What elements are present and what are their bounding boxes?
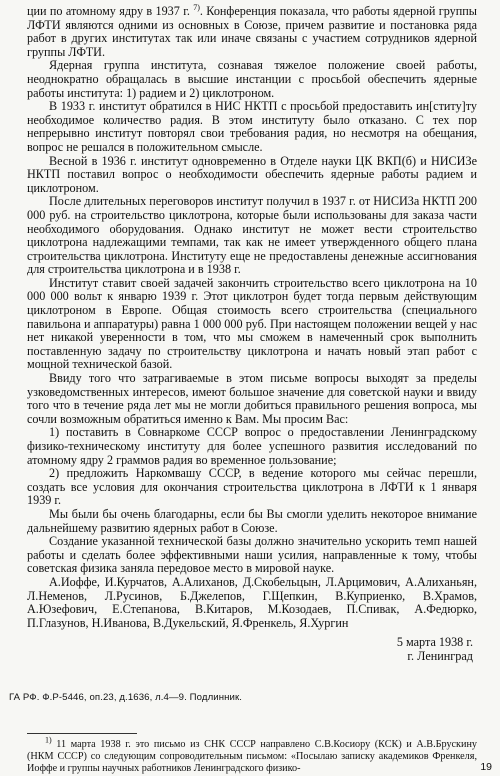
- paragraph-11: Создание указанной технической базы должно значительно ускорить темп нашей работы и сделать более эффективными наши усилия, направленные к тому, чтобы советская физика заняла передовое место в мировой науке.: [27, 534, 477, 576]
- archive-reference: ГА РФ. Ф.Р-5446, оп.23, д.1636, л.4—9. Подлинник.: [9, 692, 243, 703]
- paragraph-10: Мы были бы очень благодарны, если бы Вы смогли уделить некоторое внимание дальнейшему развитию ядерных работ в Союзе.: [27, 506, 477, 535]
- page-number: 19: [480, 761, 492, 773]
- date-block: [27, 636, 477, 663]
- footnote-ref-7: 7): [193, 2, 200, 12]
- letter-place: г. Ленинград: [407, 648, 473, 663]
- paragraph-2: Ядерная группа института, сознавая тяжелое положение своей работы, неоднократно обращалась в высшие инстанции с просьбой обеспечить ядерные работы института: 1) радием и 2) циклотроном.: [27, 58, 477, 100]
- request-item-2: 2) предложить Наркомвашу СССР, в ве́дение которого мы сейчас перешли, создать все условия для окончания строительства циклотрона в ЛФТИ к 1 января 1939 г.: [27, 466, 477, 508]
- paragraph-5: После длительных переговоров институт получил в 1937 г. от НИСИЗа НКТП 200 000 руб. на строительство циклотрона, которые были использованы для заказа части необходимого оборудования. Однако институт не может вести строительство циклотрона надлежащими темпами, так как не имеет утвержденного общего плана строительства циклотрона. Институту еще не предоставлены денежные ассигнования для строительства циклотрона и в 1938 г.: [27, 194, 477, 277]
- footnote-text: 11 марта 1938 г. это письмо из СНК СССР направлено С.В.Косиору (КСК) и А.В.Брускину (НКМ СССР) со следующим сопроводительным письмом: «Посылаю записку академиков Френкеля, Иоффе и группы научных работников Ленинградского физико-: [27, 739, 478, 774]
- footnote-divider: [27, 733, 137, 734]
- paragraph-1-text: ции по атомному ядру в 1937 г.: [27, 4, 190, 18]
- paragraph-7: Ввиду того что затрагиваемые в этом письме вопросы выходят за пределы узковедомственных интересов, имеют большое значение для советской науки и ввиду того что в течение ряда лет мы не могли добиться правильного решения вопроса, мы сочли возможным обратиться именно к Вам. Мы просим Вас:: [27, 371, 477, 426]
- footnote-marker: 1): [45, 735, 52, 745]
- paragraph-3: В 1933 г. институт обратился в НИС НКТП с просьбой предоставить ин[ститу]ту необходимое количество радия. В этом институту было отказано. С тех пор непрерывно институт повторял свои требования радия, но несмотря на обещания, вопрос не решался в положительном смысле.: [27, 99, 477, 154]
- paragraph-1: [27, 2, 477, 59]
- footnote: [27, 735, 478, 775]
- footnote-paragraph: [27, 735, 478, 775]
- paragraph-6: Институт ставит своей задачей закончить строительство всего циклотрона на 10 000 000 вольт к январю 1939 г. Этот циклотрон будет тогда первым действующим циклотроном в Европе. Общая стоимость всего строительства (специального павильона и аппаратуры) равна 1 000 000 руб. При настоящем положении вещей у нас нет никакой уверенности в том, что мы сможем в намеченный срок выполнить поставленную задачу по строительству циклотрона и начать новый этап работ с мощной технической базой.: [27, 275, 477, 372]
- request-item-1: 1) поставить в Совнаркоме СССР вопрос о предоставлении Ленинградскому физико-техническому институту для более успешного развития исследований по атомному ядру 2 граммов радия во временное пользование;: [27, 425, 477, 467]
- paragraph-4: Весной в 1936 г. институт одновременно в Отделе науки ЦК ВКП(б) и НИСИЗе НКТП поставил вопрос о необходимости обеспечить ядерные работы радием и циклотроном.: [27, 153, 477, 195]
- signatures: А.Иоффе, И.Курчатов, А.Алиханов, Д.Скобельцын, Л.Арцимович, А.Алиханьян, Л.Неменов, Л.Русинов, Б.Джелепов, Г.Щепкин, В.Куприенко, В.Храмов, А.Юзефович, Е.Степанова, В.Китаров, М.Козодаев, П.Спивак, А.Федюрко, П.Глазунов, Н.Иванова, В.Дукельский, Я.Френкель, Я.Хургин: [27, 574, 477, 630]
- paragraph-1-text-after: . Конференция показала, что работы ядерной группы ЛФТИ являются одними из основных в Союзе, причем развитие и постановка ряда работ в других институтах так или иначе связаны с участием сотрудников ядерной группы ЛФТИ.: [27, 4, 477, 59]
- letter-body: [27, 2, 477, 664]
- letter-date: 5 марта 1938 г.: [396, 635, 473, 650]
